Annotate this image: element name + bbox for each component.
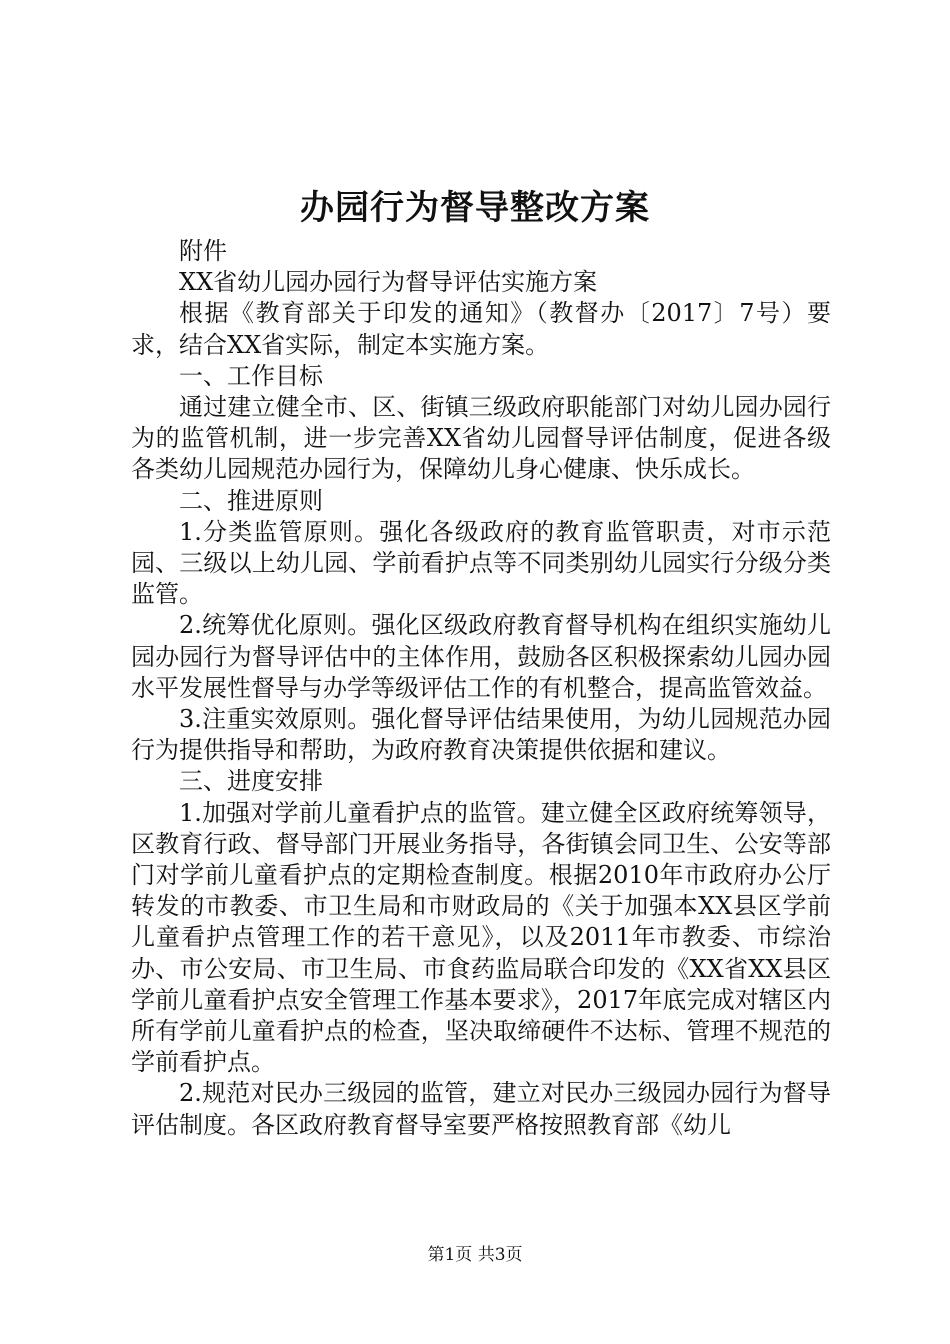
paragraph-principle-1: 1.分类监管原则。强化各级政府的教育监管职责，对市示范园、三级以上幼儿园、学前看护点等不同类别幼儿园实行分级分类监管。 bbox=[131, 517, 831, 609]
section-heading-principles: 二、推进原则 bbox=[179, 486, 323, 515]
paragraph-principle-2: 2.统筹优化原则。强化区级政府教育督导机构在组织实施幼儿园办园行为督导评估中的主体作用，鼓励各区积极探索幼儿园办园水平发展性督导与办学等级评估工作的有机整合，提高监管效益。 bbox=[131, 611, 831, 702]
document-title: 办园行为督导整改方案 bbox=[300, 188, 650, 228]
page-footer: 第1页 共3页 bbox=[427, 1245, 523, 1265]
paragraph-intro: 根据《教育部关于印发的通知》（教督办〔2017〕7号）要求，结合XX省实际，制定本实施方案。 bbox=[131, 299, 831, 359]
section-heading-schedule: 三、进度安排 bbox=[179, 767, 323, 796]
paragraph-plan-name: XX省幼儿园办园行为督导评估实施方案 bbox=[179, 268, 598, 297]
paragraph-attachment: 附件 bbox=[179, 237, 227, 265]
paragraph-schedule-1: 1.加强对学前儿童看护点的监管。建立健全区政府统筹领导，区教育行政、督导部门开展业务指导，各街镇会同卫生、公安等部门对学前儿童看护点的定期检查制度。根据2010年市政府办公厅转发的市教委、市卫生局和市财政局的《关于加强本XX县区学前儿童看护点管理工作的若干意见》，以及2011年市教委、市综治办、市公安局、市卫生局、市食药监局联合印发的《XX省XX县区学前儿童看护点安全管理工作基本要求》，2017年底完成对辖区内所有学前儿童看护点的检查，坚决取缔硬件不达标、管理不规范的学前看护点。 bbox=[131, 798, 831, 1077]
document-body bbox=[131, 236, 831, 1141]
paragraph-principle-3: 3.注重实效原则。强化督导评估结果使用，为幼儿园规范办园行为提供指导和帮助，为政府教育决策提供依据和建议。 bbox=[131, 705, 831, 765]
paragraph-schedule-2: 2.规范对民办三级园的监管，建立对民办三级园办园行为督导评估制度。各区政府教育督导室要严格按照教育部《幼儿 bbox=[131, 1079, 831, 1139]
paragraph-goals: 通过建立健全市、区、街镇三级政府职能部门对幼儿园办园行为的监管机制，进一步完善XX省幼儿园督导评估制度，促进各级各类幼儿园规范办园行为，保障幼儿身心健康、快乐成长。 bbox=[131, 393, 831, 484]
section-heading-goals: 一、工作目标 bbox=[179, 361, 323, 390]
